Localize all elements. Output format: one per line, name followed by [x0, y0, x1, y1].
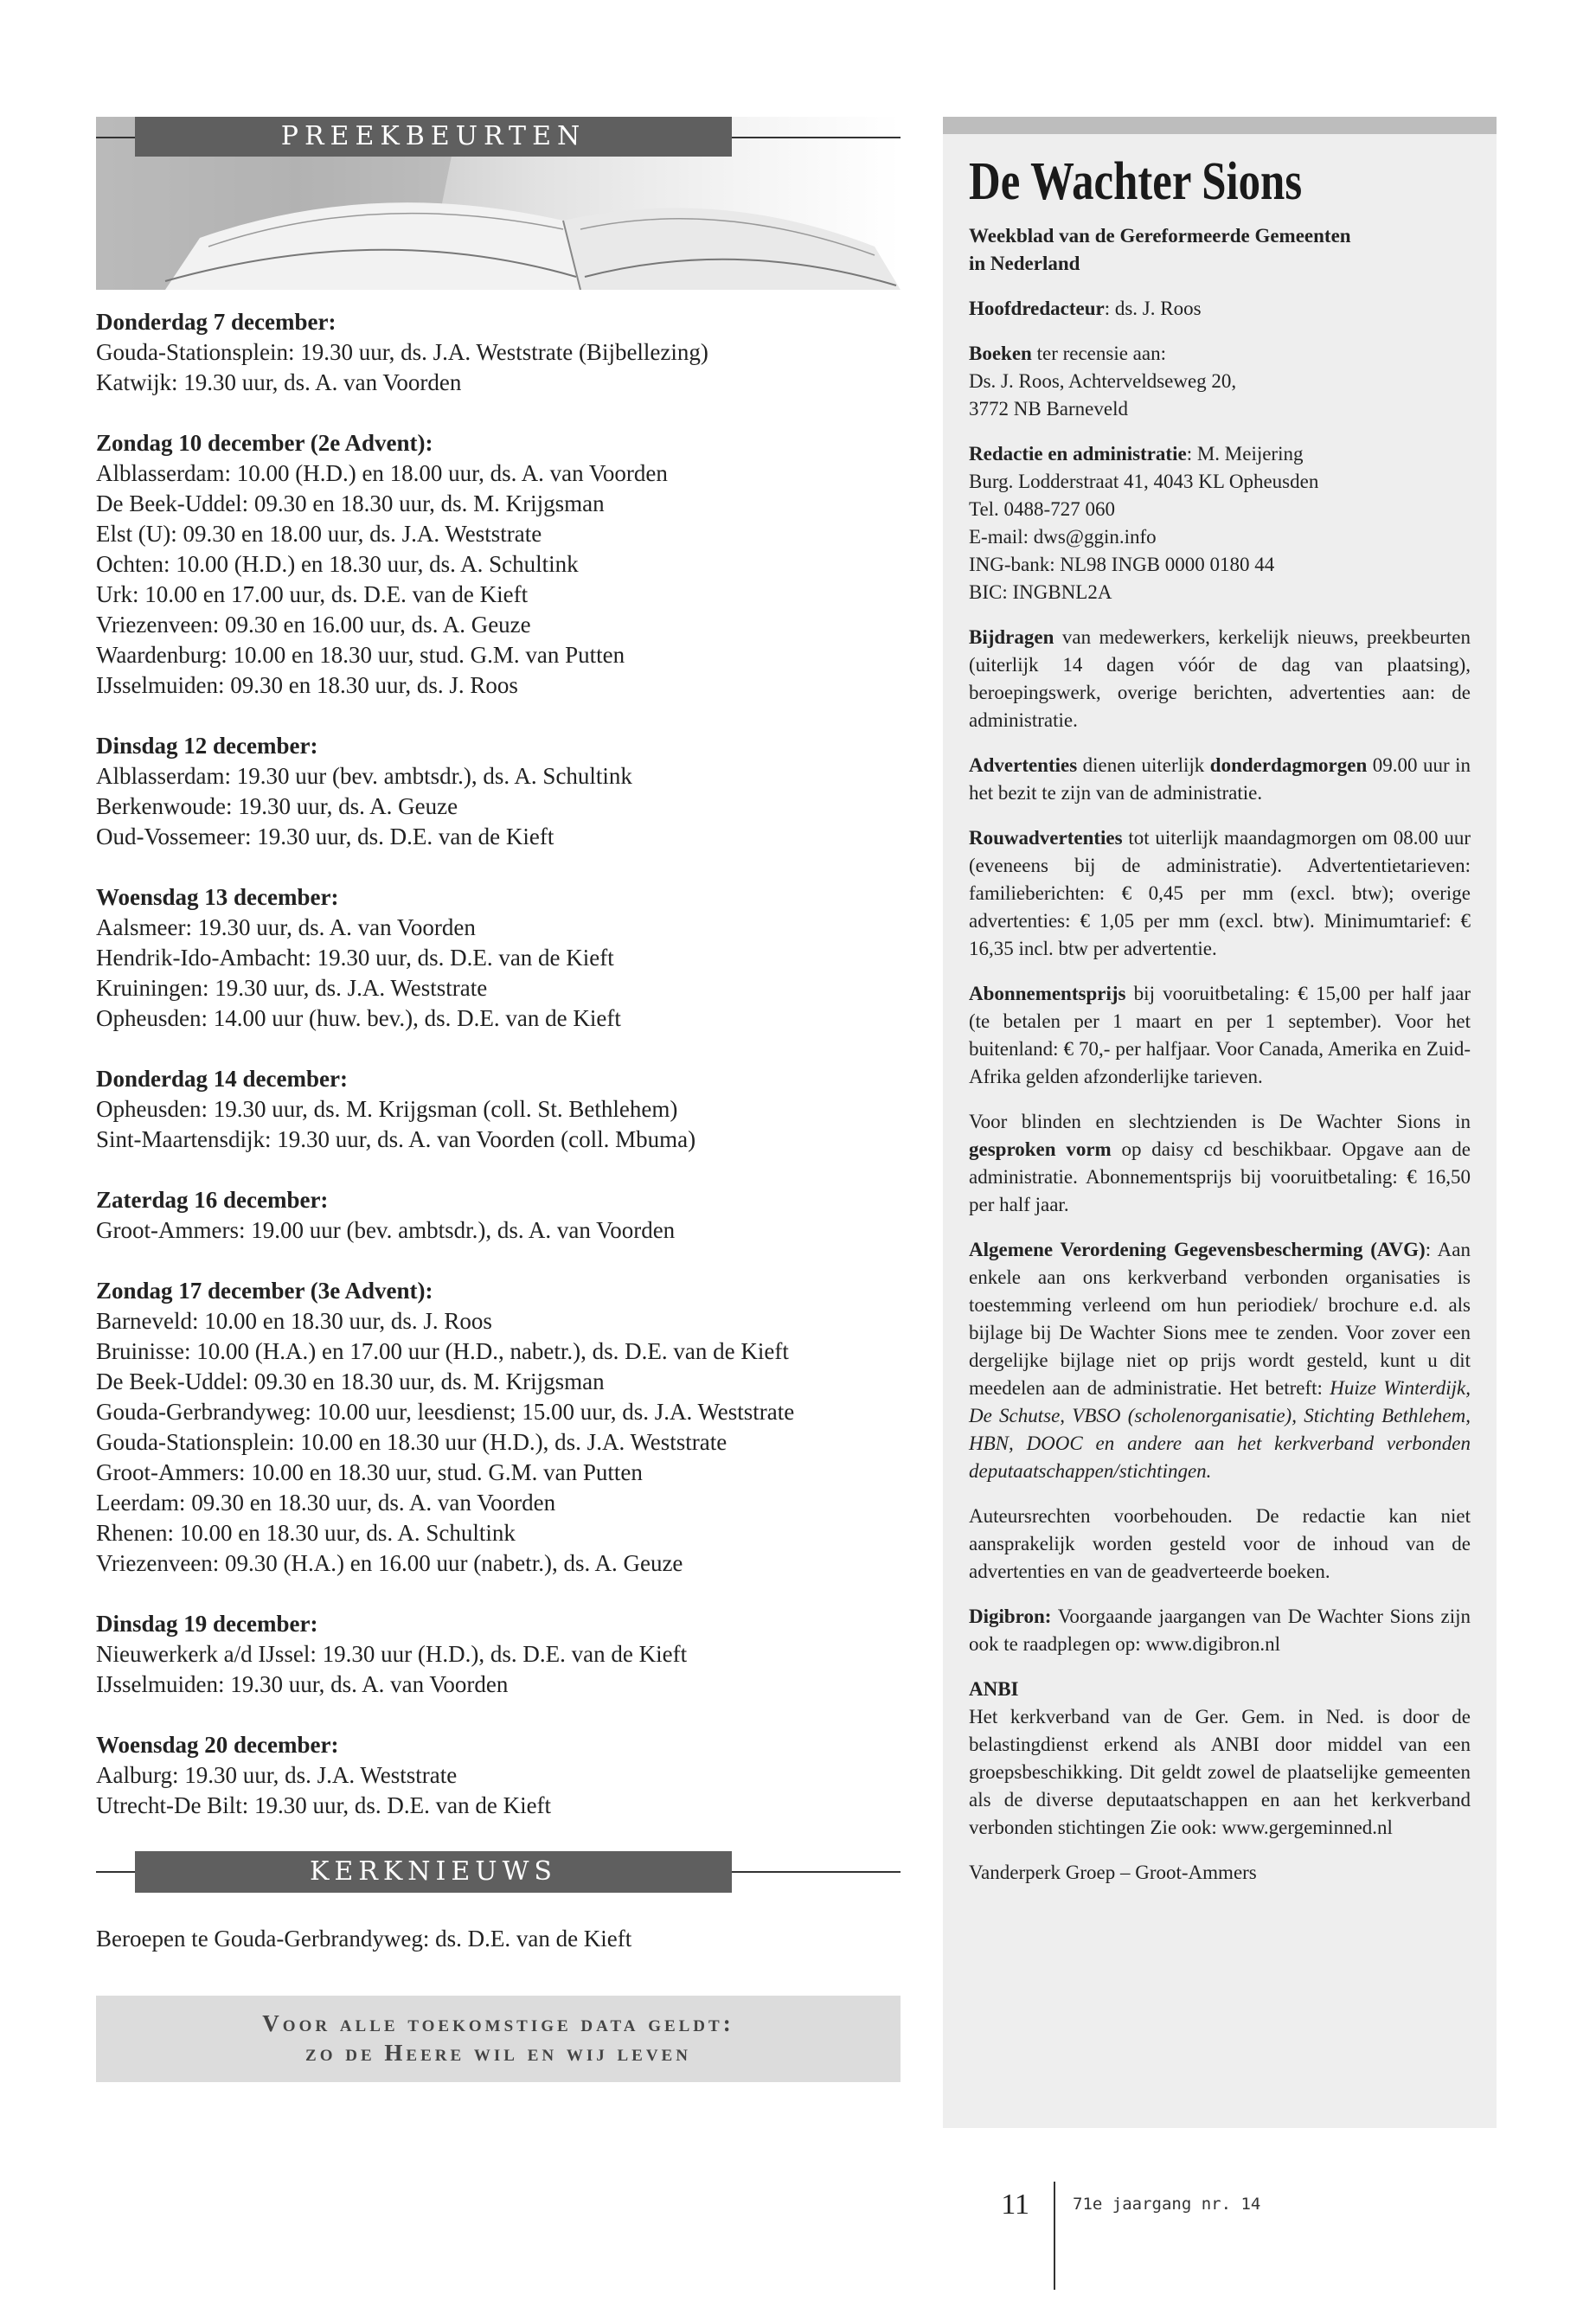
service-line: Groot-Ammers: 19.00 uur (bev. ambtsdr.), ds. A. van Voorden	[96, 1217, 676, 1243]
day-block	[96, 428, 901, 701]
avg-label: Algemene Verordening Gegevensbescherming (AVG)	[969, 1239, 1426, 1260]
service-line: Barneveld: 10.00 en 18.30 uur, ds. J. Roos	[96, 1308, 492, 1334]
redactie-label: Redactie en administratie	[969, 443, 1187, 465]
service-line: De Beek-Uddel: 09.30 en 18.30 uur, ds. M. Krijgsman	[96, 1368, 605, 1394]
day-block	[96, 731, 901, 852]
advertenties-deadline: donderdagmorgen	[1209, 754, 1368, 776]
footer-divider	[1054, 2182, 1055, 2290]
boeken-address-line-1: Ds. J. Roos, Achterveldseweg 20,	[969, 370, 1237, 392]
advertenties-label: Advertenties	[969, 754, 1078, 776]
abonnement-block	[969, 980, 1471, 1091]
auteursrechten-block: Auteursrechten voorbehouden. De redactie kan niet aansprakelijk worden gesteld voor de inhoud van de advertenties en van de geadverteerde boeken.	[969, 1505, 1471, 1582]
rouwadvertenties-block	[969, 824, 1471, 963]
anbi-block	[969, 1676, 1471, 1842]
day-block	[96, 1730, 901, 1821]
service-line: Berkenwoude: 19.30 uur, ds. A. Geuze	[96, 793, 458, 819]
masthead-subtitle-line-2: in Nederland	[969, 253, 1080, 274]
day-heading: Donderdag 7 december:	[96, 309, 337, 335]
day-heading: Zaterdag 16 december:	[96, 1187, 329, 1213]
kerknieuws-header: KERKNIEUWS	[135, 1851, 732, 1893]
boeken-text: ter recensie aan:	[1031, 343, 1166, 364]
service-line: Katwijk: 19.30 uur, ds. A. van Voorden	[96, 369, 462, 395]
blinden-text-2: op daisy cd beschikbaar. Opgave aan de administratie. Abonnementsprijs bij vooruitbetaling: € 16,50 per half jaar.	[969, 1138, 1471, 1215]
service-line: Vriezenveen: 09.30 en 16.00 uur, ds. A. Geuze	[96, 612, 531, 638]
service-line: Sint-Maartensdijk: 19.30 uur, ds. A. van Voorden (coll. Mbuma)	[96, 1126, 696, 1152]
hoofdredacteur-block	[969, 295, 1471, 323]
day-heading: Dinsdag 12 december:	[96, 733, 318, 759]
hoofdredacteur-value: : ds. J. Roos	[1104, 298, 1202, 319]
schedule-list	[96, 307, 901, 1821]
service-line: Gouda-Stationsplein: 19.30 uur, ds. J.A. Weststrate (Bijbellezing)	[96, 339, 708, 365]
day-heading: Woensdag 20 december:	[96, 1732, 339, 1758]
day-heading: Donderdag 14 december:	[96, 1066, 348, 1092]
kerknieuws-text: Beroepen te Gouda-Gerbrandyweg: ds. D.E. van de Kieft	[96, 1926, 632, 1952]
redactie-address: Burg. Lodderstraat 41, 4043 KL Opheusden	[969, 471, 1319, 492]
redactie-block	[969, 440, 1471, 606]
printer-credit: Vanderperk Groep – Groot-Ammers	[969, 1862, 1257, 1883]
service-line: Groot-Ammers: 10.00 en 18.30 uur, stud. G.M. van Putten	[96, 1459, 643, 1485]
anbi-text: Het kerkverband van de Ger. Gem. in Ned. is door de belastingdienst erkend als ANBI door middel van een groepsbeschikking. Dit geldt zowel de plaatselijke gemeenten als de diverse deputaatschappen en aan het kerkverband verbonden stichtingen Zie ook: www.gergeminned.nl	[969, 1706, 1471, 1838]
digibron-block	[969, 1603, 1471, 1658]
service-line: Hendrik-Ido-Ambacht: 19.30 uur, ds. D.E. van de Kieft	[96, 945, 614, 971]
service-line: Gouda-Stationsplein: 10.00 en 18.30 uur (H.D.), ds. J.A. Weststrate	[96, 1429, 727, 1455]
service-line: Gouda-Gerbrandyweg: 10.00 uur, leesdienst; 15.00 uur, ds. J.A. Weststrate	[96, 1399, 795, 1425]
bijdragen-block	[969, 624, 1471, 734]
day-block	[96, 307, 901, 398]
kerknieuws-banner	[96, 1851, 901, 1893]
avg-block	[969, 1236, 1471, 1485]
service-line: Opheusden: 19.30 uur, ds. M. Krijgsman (coll. St. Bethlehem)	[96, 1096, 678, 1122]
day-heading: Woensdag 13 december:	[96, 884, 339, 910]
service-line: Alblasserdam: 19.30 uur (bev. ambtsdr.), ds. A. Schultink	[96, 763, 632, 789]
rouwadvertenties-text: tot uiterlijk maandagmorgen om 08.00 uur (eveneens bij de administratie). Advertentietarieven: familieberichten: € 0,45 per mm (excl. btw); overige advertenties: € 1,05 per mm (excl. btw). Minimumtarief: € 16,35 incl. btw per advertentie.	[969, 827, 1471, 959]
bijdragen-label: Bijdragen	[969, 626, 1054, 648]
service-line: Bruinisse: 10.00 (H.A.) en 17.00 uur (H.D., nabetr.), ds. D.E. van de Kieft	[96, 1338, 789, 1364]
colophon-column	[943, 117, 1497, 2128]
service-line: Leerdam: 09.30 en 18.30 uur, ds. A. van Voorden	[96, 1490, 556, 1516]
service-line: Waardenburg: 10.00 en 18.30 uur, stud. G.M. van Putten	[96, 642, 625, 668]
service-line: Opheusden: 14.00 uur (huw. bev.), ds. D.E. van de Kieft	[96, 1005, 621, 1031]
service-line: Kruiningen: 19.30 uur, ds. J.A. Weststrate	[96, 975, 488, 1001]
abonnement-text: bij vooruitbetaling: € 15,00 per half jaar (te betalen per 1 maart en per 1 september). Voor het buitenland: € 70,- per halfjaar. Voor Canada, Amerika en Zuid-Afrika gelden afzonderlijke tarieven.	[969, 983, 1471, 1087]
service-line: De Beek-Uddel: 09.30 en 18.30 uur, ds. M. Krijgsman	[96, 490, 605, 516]
day-block	[96, 1609, 901, 1700]
service-line: IJsselmuiden: 09.30 en 18.30 uur, ds. J. Roos	[96, 672, 518, 698]
redactie-email: E-mail: dws@ggin.info	[969, 526, 1157, 548]
redactie-value: : M. Meijering	[1186, 443, 1304, 465]
digibron-label: Digibron:	[969, 1606, 1052, 1627]
anbi-label: ANBI	[969, 1678, 1019, 1700]
advertenties-text-1: dienen uiterlijk	[1077, 754, 1210, 776]
service-line: Ochten: 10.00 (H.D.) en 18.30 uur, ds. A. Schultink	[96, 551, 579, 577]
preekbeurten-banner	[96, 117, 901, 290]
hoofdredacteur-label: Hoofdredacteur	[969, 298, 1105, 319]
service-line: Elst (U): 09.30 en 18.00 uur, ds. J.A. Weststrate	[96, 521, 542, 547]
boeken-block	[969, 340, 1471, 423]
day-heading: Zondag 17 december (3e Advent):	[96, 1278, 433, 1304]
digibron-text: Voorgaande jaargangen van De Wachter Sions zijn ook te raadplegen op: www.digibron.nl	[969, 1606, 1471, 1655]
motto-box	[96, 1996, 901, 2082]
redactie-bic: BIC: INGBNL2A	[969, 581, 1112, 603]
preekbeurten-column	[96, 117, 901, 2082]
masthead-subtitle-line-1: Weekblad van de Gereformeerde Gemeenten	[969, 225, 1351, 247]
day-block	[96, 1185, 901, 1246]
masthead-subtitle	[969, 222, 1471, 278]
advertenties-text-2: 09.00 uur in het bezit te zijn van de administratie.	[969, 754, 1471, 804]
motto-line-2: zo de Heere wil en wij leven	[305, 2040, 691, 2066]
blinden-block	[969, 1108, 1471, 1219]
blinden-format: gesproken vorm	[969, 1138, 1112, 1160]
boeken-label: Boeken	[969, 343, 1032, 364]
day-block	[96, 1064, 901, 1155]
service-line: IJsselmuiden: 19.30 uur, ds. A. van Voorden	[96, 1671, 509, 1697]
day-block	[96, 882, 901, 1034]
day-heading: Zondag 10 december (2e Advent):	[96, 430, 433, 456]
day-block	[96, 1276, 901, 1579]
preekbeurten-header: PREEKBEURTEN	[135, 117, 732, 157]
advertenties-block	[969, 752, 1471, 807]
avg-organisations: Huize Winterdijk, De Schutse, VBSO (scholenorganisatie), Stichting Bethlehem, HBN, DOOC en andere aan het kerkverband verbonden deputaatschappen/stichtingen.	[969, 1377, 1471, 1482]
avg-text: : Aan enkele aan ons kerkverband verbonden organisaties is toestemming verleend om hun periodiek/ brochure e.d. als bijlage bij De Wachter Sions mee te zenden. Voor zover een dergelijke bijlage niet op prijs wordt gesteld, kunt u dit meedelen aan de administratie. Het betreft:	[969, 1239, 1471, 1399]
service-line: Oud-Vossemeer: 19.30 uur, ds. D.E. van de Kieft	[96, 824, 554, 849]
boeken-address-line-2: 3772 NB Barneveld	[969, 398, 1128, 420]
redactie-phone: Tel. 0488-727 060	[969, 498, 1115, 520]
service-line: Urk: 10.00 en 17.00 uur, ds. D.E. van de Kieft	[96, 581, 529, 607]
service-line: Alblasserdam: 10.00 (H.D.) en 18.00 uur, ds. A. van Voorden	[96, 460, 668, 486]
masthead-title: De Wachter Sions	[969, 152, 1303, 211]
volume-info: 71e jaargang nr. 14	[1073, 2195, 1261, 2214]
redactie-bank: ING-bank: NL98 INGB 0000 0180 44	[969, 554, 1275, 575]
service-line: Aalburg: 19.30 uur, ds. J.A. Weststrate	[96, 1762, 458, 1788]
rouwadvertenties-label: Rouwadvertenties	[969, 827, 1123, 849]
service-line: Rhenen: 10.00 en 18.30 uur, ds. A. Schultink	[96, 1520, 516, 1546]
blinden-text-1: Voor blinden en slechtzienden is De Wachter Sions in	[969, 1111, 1471, 1132]
motto-line-1: Voor alle toekomstige data geldt:	[262, 2010, 734, 2036]
bijdragen-text: van medewerkers, kerkelijk nieuws, preekbeurten (uiterlijk 14 dagen vóór de dag van plaatsing), beroepingswerk, overige berichten, advertenties aan: de administratie.	[969, 626, 1471, 731]
day-heading: Dinsdag 19 december:	[96, 1611, 318, 1637]
service-line: Aalsmeer: 19.30 uur, ds. A. van Voorden	[96, 914, 476, 940]
service-line: Nieuwerkerk a/d IJssel: 19.30 uur (H.D.), ds. D.E. van de Kieft	[96, 1641, 688, 1667]
service-line: Utrecht-De Bilt: 19.30 uur, ds. D.E. van de Kieft	[96, 1792, 552, 1818]
abonnement-label: Abonnementsprijs	[969, 983, 1126, 1004]
page-number: 11	[1001, 2189, 1029, 2221]
service-line: Vriezenveen: 09.30 (H.A.) en 16.00 uur (nabetr.), ds. A. Geuze	[96, 1550, 683, 1576]
